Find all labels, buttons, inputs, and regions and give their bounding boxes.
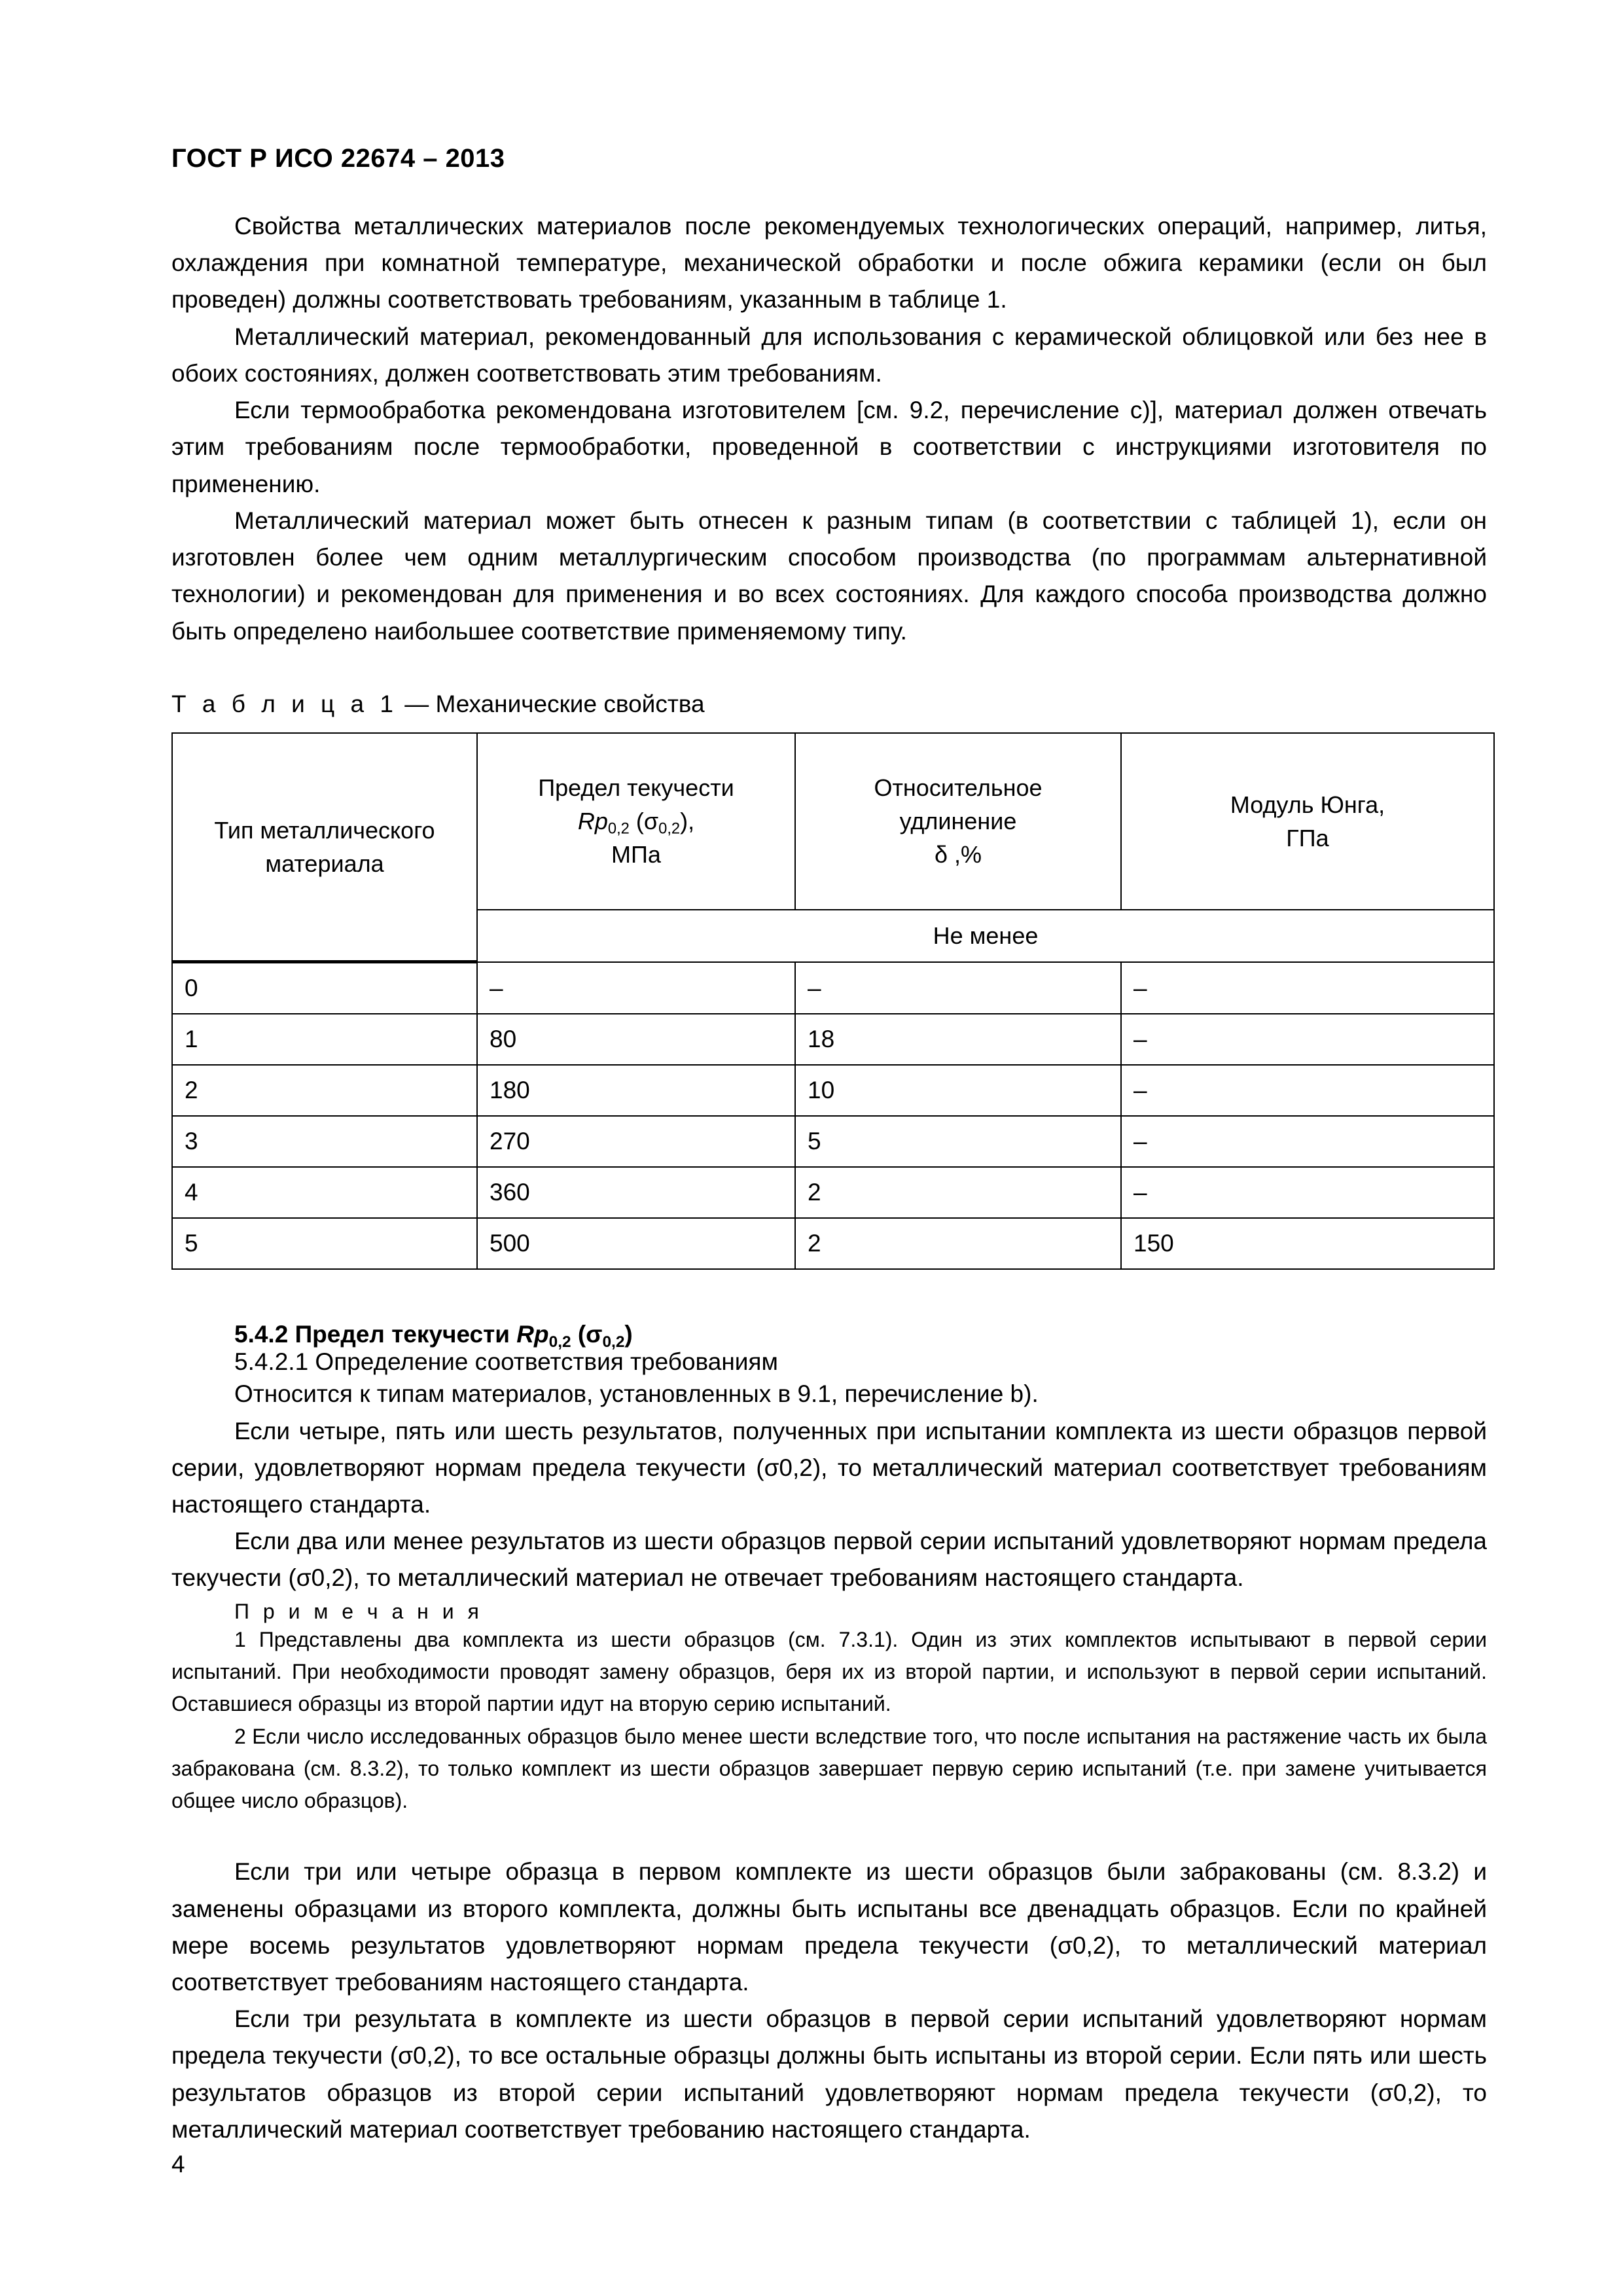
cell-yield: 360	[477, 1167, 795, 1218]
cell-elongation: 10	[795, 1065, 1121, 1116]
table-row	[172, 1116, 1494, 1167]
table-caption-title: Механические свойства	[435, 690, 705, 717]
symbol-p: p	[534, 1321, 549, 1348]
paragraph: Если два или менее результатов из шести образцов первой серии испытаний удовлетворяют нормам предела текучести (σ0,2), то металлический материал не отвечает требованиям настоящего стандарта.	[171, 1528, 1487, 1592]
header-cell-elongation	[795, 733, 1121, 910]
paragraph: Если три или четыре образца в первом комплекте из шести образцов были забракованы (см. 8.3.2) и заменены образцами из второго комплекта, должны быть испытаны все двенадцать образцов. Если по крайней мере восемь результатов удовлетворяют нормам предела текучести (σ0,2), то металлический материал соответствует требованиям настоящего стандарта.	[171, 1858, 1487, 1996]
cell-yield: –	[477, 962, 795, 1014]
table-row	[172, 962, 1494, 1014]
subscript-02: 0,2	[548, 1333, 571, 1352]
page-number: 4	[171, 2151, 185, 2178]
cell-elongation: 2	[795, 1218, 1121, 1269]
section-heading-text: 5.4.2 Предел текучести	[234, 1321, 517, 1348]
paragraph: Относится к типам материалов, установленных в 9.1, перечисление b).	[234, 1380, 1039, 1408]
intro-paragraphs	[171, 208, 1487, 650]
cell-elongation: 5	[795, 1116, 1121, 1167]
notes-list	[171, 1624, 1487, 1818]
note-item: 1 Представлены два комплекта из шести образцов (см. 7.3.1). Один из этих комплектов испытывают в первой серии испытаний. При необходимости проводят замену образцов, беря их из второй партии, и используют в первой серии испытаний. Оставшиеся образцы из второй партии идут на вторую серию испытаний.	[171, 1627, 1487, 1716]
section-subheading-5421: 5.4.2.1 Определение соответствия требованиям	[234, 1348, 778, 1376]
symbol-R: R	[516, 1321, 535, 1348]
section-paragraphs	[171, 1376, 1487, 1596]
table-row	[172, 1218, 1494, 1269]
header-cell-material-type: Тип металлического материала	[172, 733, 477, 962]
header-line: удлинение	[899, 808, 1017, 835]
cell-material-type: 4	[172, 1167, 477, 1218]
header-line: Модуль Юнга,	[1230, 791, 1385, 818]
cell-modulus: –	[1121, 962, 1494, 1014]
header-cell-yield-strength	[477, 733, 795, 910]
spacer	[171, 1817, 1487, 1854]
header-line: Предел текучести	[538, 774, 734, 802]
header-unit: δ ,%	[934, 841, 982, 869]
cell-material-type: 0	[172, 962, 477, 1014]
paragraph: Металлический материал может быть отнесен к разным типам (в соответствии с таблицей 1), если он изготовлен более чем одним металлургическим способом производства (по программам альтернативной технологии) и рекомендован для применения и во всех состояниях. Для каждого способа производства должно быть определено наибольшее соответствие применяемому типу.	[171, 507, 1487, 645]
header-cell-youngs-modulus	[1121, 733, 1494, 910]
cell-modulus: –	[1121, 1065, 1494, 1116]
cell-yield: 500	[477, 1218, 795, 1269]
cell-yield: 270	[477, 1116, 795, 1167]
cell-material-type: 3	[172, 1116, 477, 1167]
sigma-close: ),	[680, 808, 695, 835]
cell-elongation: 18	[795, 1014, 1121, 1065]
paragraph: Металлический материал, рекомендованный для использования с керамической облицовкой или без нее в обоих состояниях, должен соответствовать этим требованиям.	[171, 323, 1487, 387]
header-unit: ГПа	[1286, 824, 1329, 852]
closing-paragraphs	[171, 1854, 1487, 2148]
cell-modulus: 150	[1121, 1218, 1494, 1269]
cell-material-type: 1	[172, 1014, 477, 1065]
note-item: 2 Если число исследованных образцов было менее шести вследствие того, что после испытания на растяжение часть их была забракована (см. 8.3.2), то только комплект из шести образцов завершает первую серию испытаний (т.е. при замене учитывается общее число образцов).	[171, 1724, 1487, 1813]
symbol-p: p	[594, 808, 608, 835]
table-row	[172, 1167, 1494, 1218]
cell-material-type: 5	[172, 1218, 477, 1269]
subscript-02-sigma: 0,2	[658, 819, 681, 838]
cell-modulus: –	[1121, 1167, 1494, 1218]
sigma-close: )	[624, 1321, 633, 1348]
symbol-R: R	[577, 808, 595, 835]
paragraph: Если три результата в комплекте из шести образцов в первой серии испытаний удовлетворяют нормам предела текучести (σ0,2), то все остальные образцы должны быть испытаны из второй серии. Если пять или шесть результатов образцов из второй серии испытаний удовлетворяют нормам предела текучести (σ0,2), то металлический материал соответствует требованию настоящего стандарта.	[171, 2005, 1487, 2143]
subscript-02: 0,2	[607, 819, 630, 838]
cell-yield: 80	[477, 1014, 795, 1065]
notes-title: П р и м е ч а н и я	[234, 1599, 483, 1623]
paragraph: Свойства металлических материалов после рекомендуемых технологических операций, например, литья, охлаждения при комнатной температуре, механической обработки и после обжига керамики (если он был проведен) должны соответствовать требованиям, указанным в таблице 1.	[171, 213, 1487, 314]
cell-material-type: 2	[172, 1065, 477, 1116]
table-caption-label: Т а б л и ц а 1	[171, 690, 398, 717]
table-header-row	[172, 733, 1494, 910]
table-caption	[171, 691, 1487, 718]
header-unit: МПа	[611, 841, 661, 869]
subscript-02-sigma: 0,2	[602, 1333, 625, 1352]
header-line: Относительное	[874, 774, 1043, 802]
paragraph: Если четыре, пять или шесть результатов, полученных при испытании комплекта из шести образцов первой серии, удовлетворяют нормам предела текучести (σ0,2), то металлический материал соответствует требованиям настоящего стандарта.	[171, 1417, 1487, 1518]
cell-modulus: –	[1121, 1116, 1494, 1167]
cell-elongation: –	[795, 962, 1121, 1014]
sigma-open: (σ	[571, 1321, 603, 1348]
table-row	[172, 1065, 1494, 1116]
table-row	[172, 1014, 1494, 1065]
subheader-not-less-than: Не менее	[477, 910, 1494, 962]
mechanical-properties-table	[171, 732, 1495, 1270]
cell-yield: 180	[477, 1065, 795, 1116]
cell-elongation: 2	[795, 1167, 1121, 1218]
table-caption-dash: —	[397, 690, 436, 717]
section-heading-542	[171, 1321, 1487, 1352]
sigma-open: (σ	[629, 808, 659, 835]
page-title: ГОСТ Р ИСО 22674 – 2013	[171, 144, 505, 173]
paragraph: Если термообработка рекомендована изготовителем [см. 9.2, перечисление c)], материал должен отвечать этим требованиям после термообработки, проведенной в соответствии с инструкциями изготовителя по применению.	[171, 397, 1487, 497]
cell-modulus: –	[1121, 1014, 1494, 1065]
